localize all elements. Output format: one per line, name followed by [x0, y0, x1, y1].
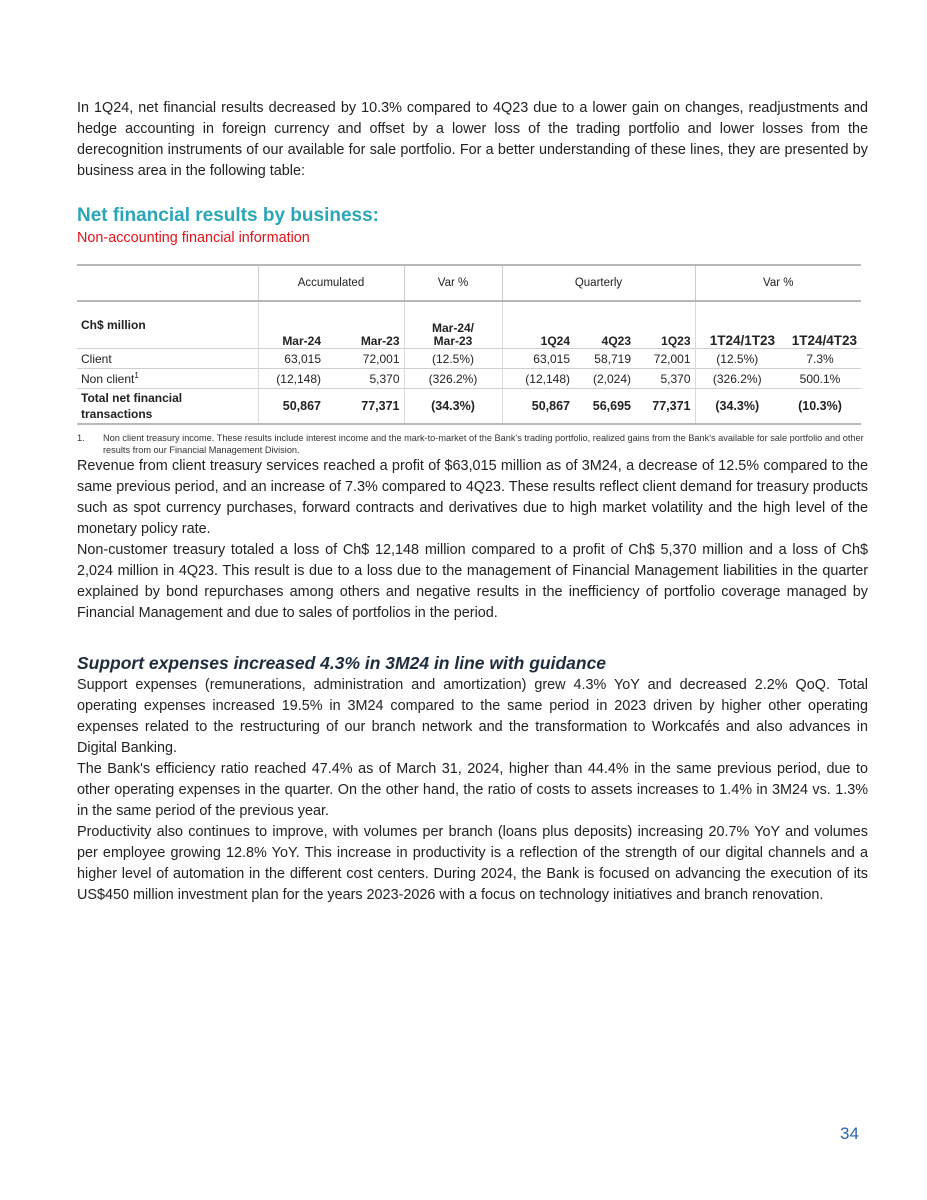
cell-var-4t: 500.1%	[779, 369, 861, 389]
cell-mar24: (12,148)	[258, 369, 325, 389]
col-header-1q24: 1Q24	[502, 301, 574, 349]
page-number: 34	[840, 1124, 859, 1143]
group-header-var2: Var %	[695, 265, 861, 301]
cell-1q23: 77,371	[635, 389, 695, 425]
cell-var-acc: (326.2%)	[404, 369, 502, 389]
col-header-mar-var-line2: Mar-23	[433, 334, 473, 348]
section-title: Net financial results by business:	[77, 205, 379, 226]
cell-mar23: 72,001	[325, 349, 404, 369]
col-header-mar-var-line1: Mar-24/	[431, 321, 475, 335]
total-label-line2: transactions	[81, 407, 153, 421]
row-label-text: Non client	[81, 372, 135, 386]
cell-1q24: 63,015	[502, 349, 574, 369]
col-header-mar24: Mar-24	[258, 301, 325, 349]
support-expenses-paragraph: Support expenses (remunerations, administration and amortization) grew 4.3% YoY and decreased 2.2% QoQ. Total operating expenses increased 19.5% in 3M24 compared to the same period in 2023 driven by higher other operating expenses related to the restructuring of our branch network and the transformation to Workcafés and also advances in Digital Banking.	[77, 677, 868, 756]
net-financial-results-table	[77, 264, 861, 425]
table-column-header-row	[77, 301, 861, 349]
col-header-var-1t: 1T24/1T23	[695, 301, 779, 349]
footnote-number: 1.	[77, 433, 85, 443]
efficiency-paragraph: The Bank's efficiency ratio reached 47.4% as of March 31, 2024, higher than 44.4% in the same previous period, due to other operating expenses in the quarter. On the other hand, the ratio of costs to assets increases to 1.4% in 3M24 vs. 1.3% in the same period of the previous year.	[77, 761, 868, 819]
row-label	[77, 369, 258, 389]
group-header-var1: Var %	[404, 265, 502, 301]
table-footnote	[77, 432, 868, 456]
table-row-client	[77, 349, 861, 369]
col-header-mar23: Mar-23	[360, 334, 400, 348]
cell-mar24: 50,867	[258, 389, 325, 425]
non-client-treasury-paragraph: Non-customer treasury totaled a loss of Ch$ 12,148 million compared to a profit of Ch$ 5,370 million and a loss of Ch$ 2,024 million in 4Q23. This result is due to a loss due to the management of Financial Management liabilities in the quarter explained by bond repurchases among others and negative results in the inefficiency of portfolio coverage managed by Financial Management and due to sales of portfolios in the period.	[77, 542, 868, 621]
cell-var-acc: (34.3%)	[404, 389, 502, 425]
cell-mar23: 77,371	[325, 389, 404, 425]
cell-mar24: 63,015	[258, 349, 325, 369]
footnote-marker: 1	[134, 371, 139, 380]
table-row-total	[77, 389, 861, 425]
cell-var-1t: (326.2%)	[695, 369, 779, 389]
section-subtitle: Non-accounting financial information	[77, 230, 310, 246]
col-header-var-4t: 1T24/4T23	[791, 333, 857, 348]
row-label: Client	[77, 349, 258, 369]
support-expenses-heading: Support expenses increased 4.3% in 3M24 in line with guidance	[77, 653, 607, 673]
intro-paragraph: In 1Q24, net financial results decreased by 10.3% compared to 4Q23 due to a lower gain on changes, readjustments and hedge accounting in foreign currency and offset by a lower loss of the trading portfolio and lower losses from the derecognition instruments of our available for sale portfolio. For a better understanding of these lines, they are presented by business area in the following table:	[77, 100, 868, 179]
table-group-header-row	[77, 265, 861, 301]
unit-label: Ch$ million	[81, 318, 146, 332]
page-content	[77, 98, 868, 906]
col-header-mar-var	[404, 301, 502, 349]
col-header-1q23: 1Q23	[661, 334, 691, 348]
cell-4q23: (2,024)	[574, 369, 635, 389]
total-label	[77, 389, 258, 425]
col-header-4q23: 4Q23	[601, 334, 631, 348]
client-treasury-paragraph: Revenue from client treasury services reached a profit of $63,015 million as of 3M24, a decrease of 12.5% compared to the same previous period, and an increase of 7.3% compared to 4Q23. These results reflect client demand for treasury products such as spot currency purchases, forward contracts and derivatives due to high market volatility and the high level of the monetary policy rate.	[77, 458, 868, 537]
cell-var-acc: (12.5%)	[404, 349, 502, 369]
table-row-non-client	[77, 369, 861, 389]
cell-1q23: 5,370	[635, 369, 695, 389]
group-header-quarterly: Quarterly	[502, 265, 695, 301]
cell-1q23: 72,001	[635, 349, 695, 369]
cell-1q24: 50,867	[502, 389, 574, 425]
total-label-line1: Total net financial	[81, 391, 183, 405]
cell-4q23: 56,695	[574, 389, 635, 425]
cell-var-1t: (34.3%)	[695, 389, 779, 425]
footnote-text: Non client treasury income. These results include interest income and the mark-to-market of the Bank's trading portfolio, realized gains from the Bank's available for sale portfolio and other results from our Financial Management Division.	[103, 433, 864, 455]
cell-4q23: 58,719	[574, 349, 635, 369]
cell-var-4t: 7.3%	[779, 349, 861, 369]
group-header-accumulated: Accumulated	[258, 265, 404, 301]
cell-var-4t: (10.3%)	[779, 389, 861, 425]
productivity-paragraph: Productivity also continues to improve, with volumes per branch (loans plus deposits) increasing 20.7% YoY and volumes per employee growing 12.8% YoY. This increase in productivity is a reflection of the strength of our digital channels and a higher level of automation in the different cost centers. During 2024, the Bank is focused on advancing the execution of its US$450 million investment plan for the years 2023-2026 with a focus on technology initiatives and branch renovation.	[77, 824, 868, 903]
cell-1q24: (12,148)	[502, 369, 574, 389]
cell-mar23: 5,370	[325, 369, 404, 389]
cell-var-1t: (12.5%)	[695, 349, 779, 369]
